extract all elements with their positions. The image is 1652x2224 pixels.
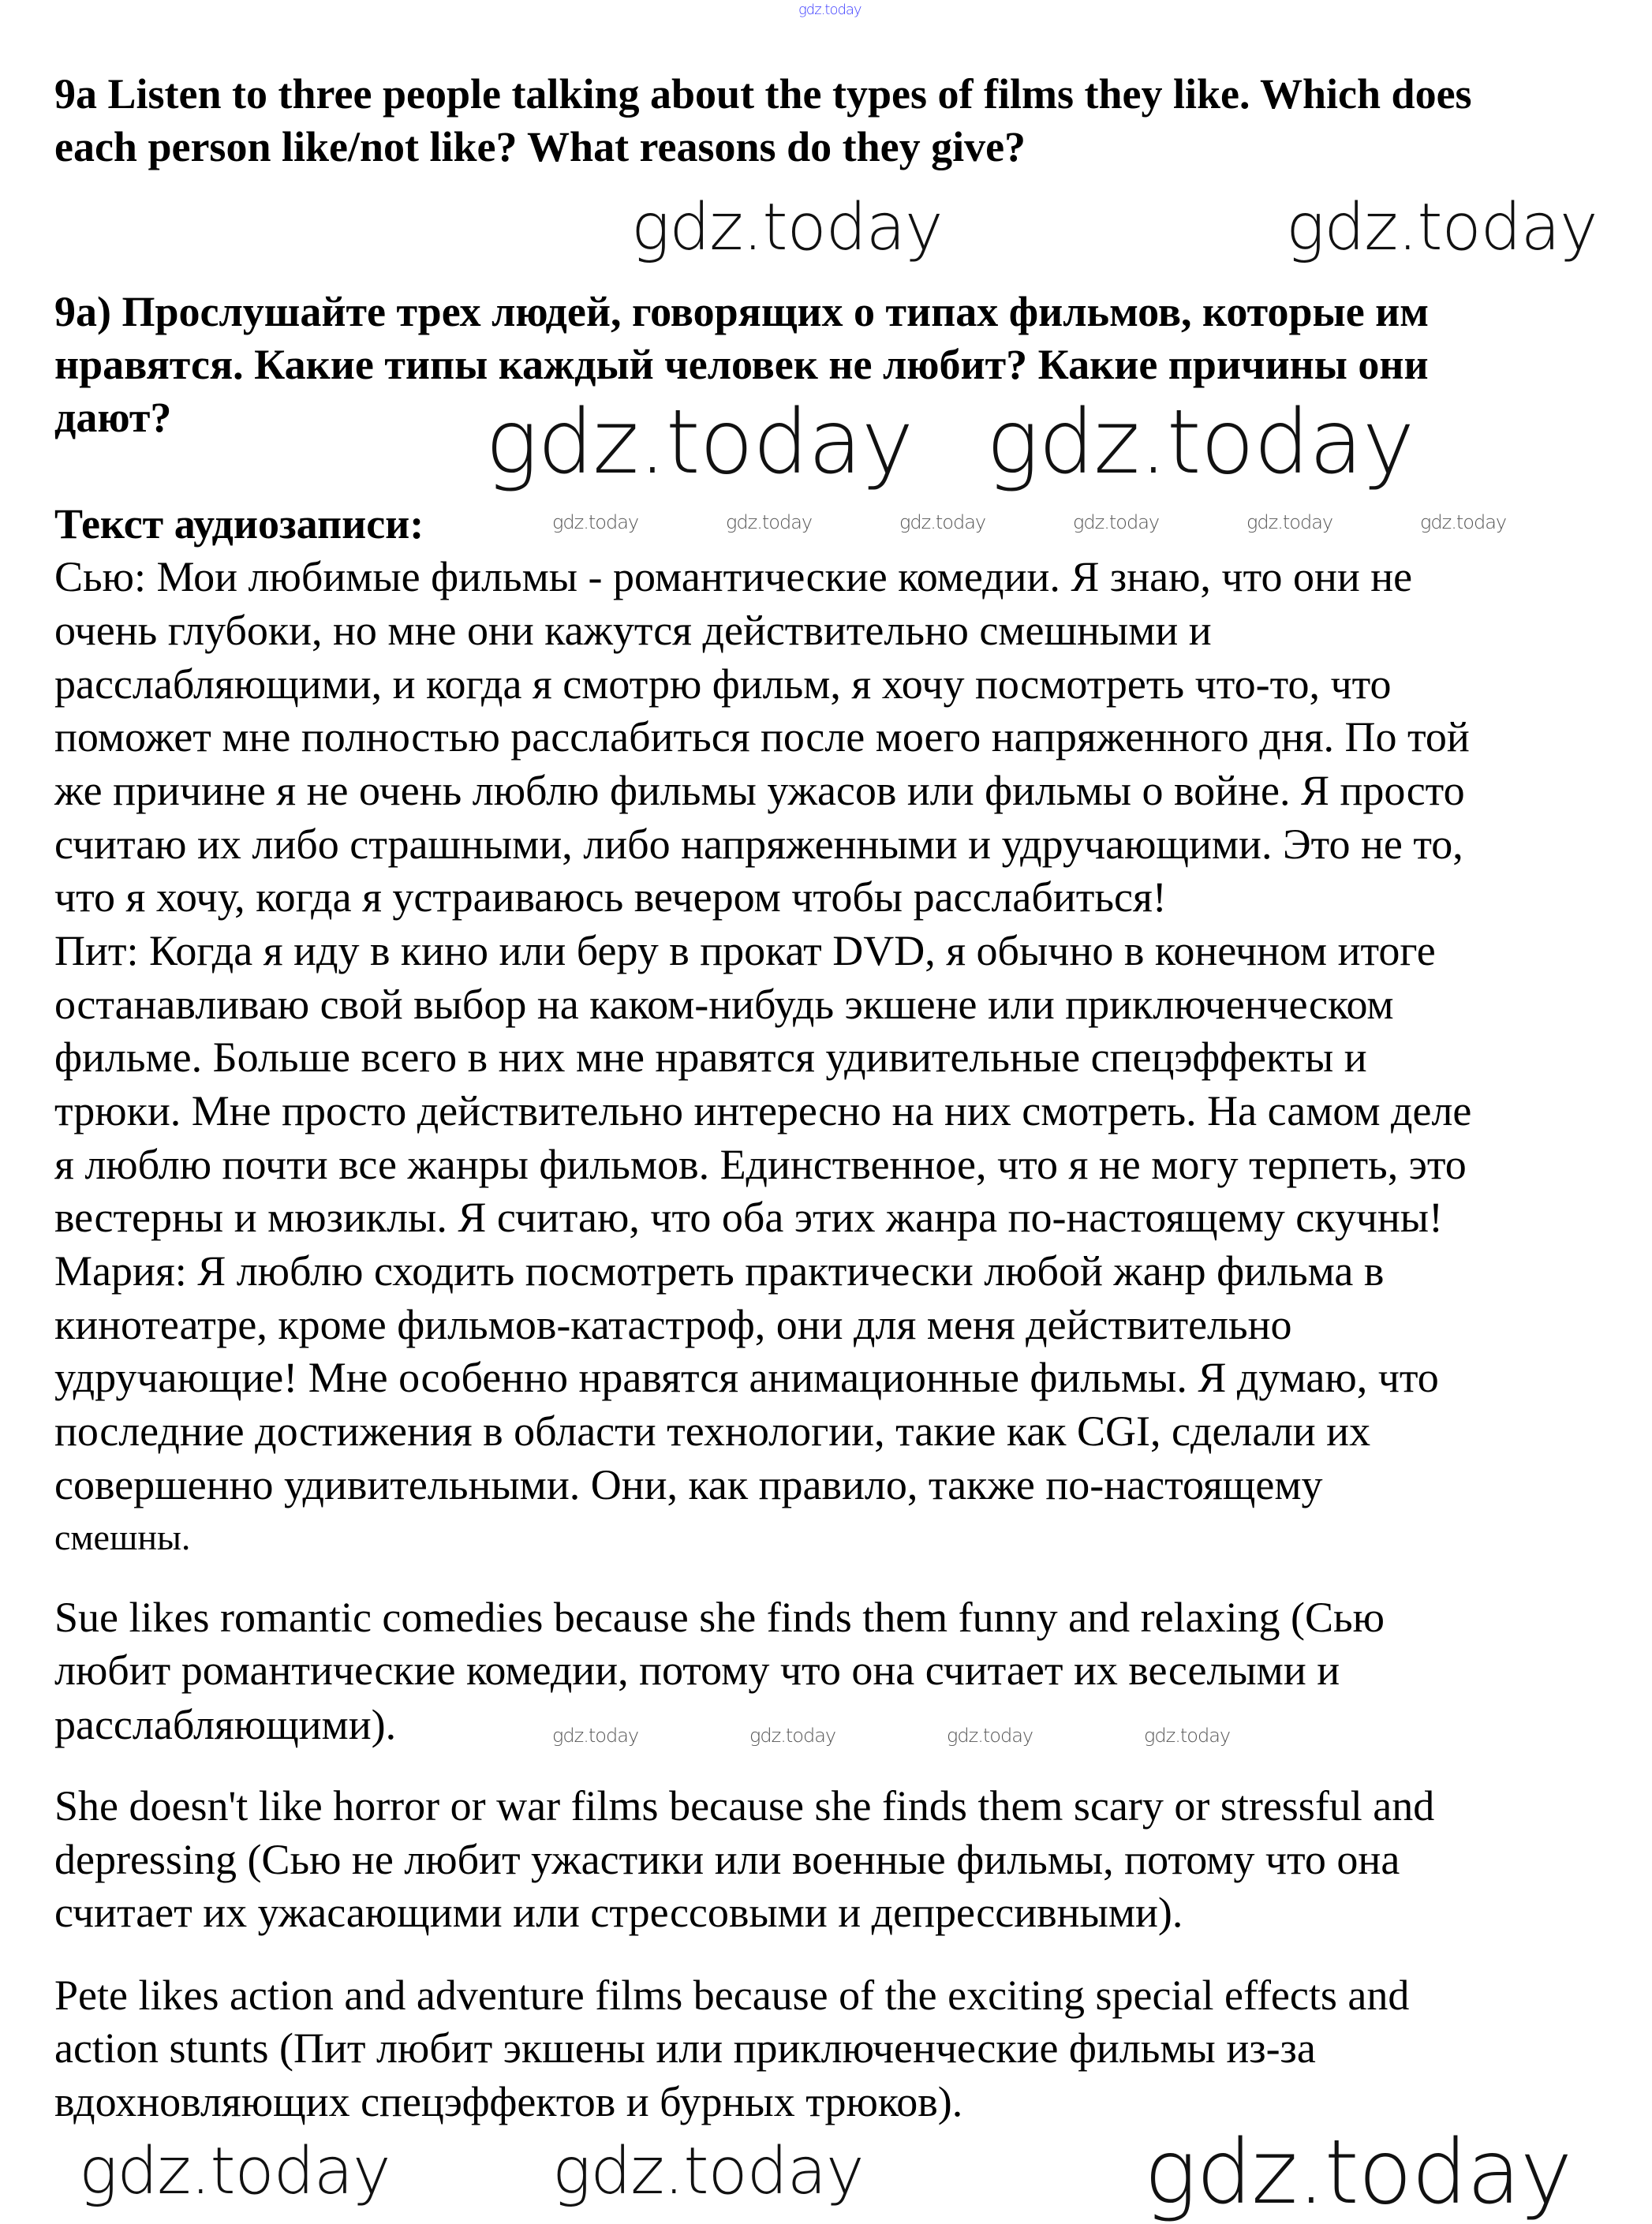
watermark: gdz.today — [947, 1725, 1033, 1747]
task-en-line: 9a Listen to three people talking about the types of films they like. Which does — [54, 70, 1472, 118]
watermark: gdz.today — [552, 511, 639, 533]
task-ru-line: 9a) Прослушайте трех людей, говорящих о типах фильмов, которые им — [54, 288, 1430, 335]
transcript-line: последние достижения в области технологии, такие как CGI, сделали их — [54, 1407, 1371, 1455]
transcript-line: удручающие! Мне особенно нравятся анимационные фильмы. Я думаю, что — [54, 1354, 1439, 1401]
task-ru-line: нравятся. Какие типы каждый человек не любит? Какие причины они — [54, 341, 1429, 388]
watermark: gdz.today — [726, 511, 813, 533]
transcript-line: же причине я не очень люблю фильмы ужасов или фильмы о войне. Я просто — [54, 767, 1465, 814]
watermark: gdz.today — [485, 391, 914, 494]
transcript-line: считаю их либо страшными, либо напряженными и удручающими. Это не то, — [54, 820, 1463, 868]
answer-line: любит романтические комедии, потому что она считает их веселыми и — [54, 1647, 1340, 1694]
watermark: gdz.today — [749, 1725, 836, 1747]
transcript-line: Пит: Когда я иду в кино или беру в прокат DVD, я обычно в конечном итоге — [54, 927, 1436, 974]
transcript-line: Мария: Я люблю сходить посмотреть практически любой жанр фильма в — [54, 1247, 1385, 1295]
watermark: gdz.today — [79, 2134, 391, 2209]
task-ru-line: дают? — [54, 394, 172, 441]
transcript-line: трюки. Мне просто действительно интересно на них смотреть. На самом деле — [54, 1087, 1472, 1134]
watermark: gdz.today — [798, 2, 862, 18]
answer-line: расслабляющими). — [54, 1701, 397, 1748]
answer-line: считает их ужасающими или стрессовыми и депрессивными). — [54, 1889, 1183, 1936]
task-en-line: each person like/not like? What reasons do they give? — [54, 123, 1026, 170]
answer-line: action stunts (Пит любит экшены или приключенческие фильмы из-за — [54, 2024, 1316, 2072]
answer-line: Pete likes action and adventure films because of the exciting special effects and — [54, 1972, 1410, 2019]
transcript-line: очень глубоки, но мне они кажутся действительно смешными и — [54, 607, 1212, 654]
watermark: gdz.today — [1144, 2121, 1572, 2224]
watermark: gdz.today — [631, 190, 943, 265]
watermark: gdz.today — [1073, 511, 1160, 533]
watermark: gdz.today — [899, 511, 986, 533]
transcript-line: Сью: Мои любимые фильмы - романтические комедии. Я знаю, что они не — [54, 553, 1413, 600]
answer-line: вдохновляющих спецэффектов и бурных трюков). — [54, 2078, 963, 2125]
watermark: gdz.today — [1144, 1725, 1231, 1747]
watermark: gdz.today — [1286, 190, 1598, 265]
transcript-line: поможет мне полностью расслабиться после моего напряженного дня. По той — [54, 713, 1470, 761]
transcript-line: расслабляющими, и когда я смотрю фильм, я хочу посмотреть что-то, что — [54, 660, 1392, 708]
watermark: gdz.today — [1246, 511, 1333, 533]
transcript-line: что я хочу, когда я устраиваюсь вечером чтобы расслабиться! — [54, 873, 1167, 921]
transcript-line: вестерны и мюзиклы. Я считаю, что оба этих жанра по-настоящему скучны! — [54, 1194, 1444, 1241]
watermark: gdz.today — [552, 2134, 864, 2209]
transcript-line: кинотеатре, кроме фильмов-катастроф, они для меня действительно — [54, 1301, 1292, 1348]
answer-line: depressing (Сью не любит ужастики или военные фильмы, потому что она — [54, 1836, 1400, 1883]
transcript-heading: Текст аудиозаписи: — [54, 500, 424, 548]
transcript-line: смешны. — [54, 1517, 191, 1557]
watermark: gdz.today — [1420, 511, 1507, 533]
answer-line: Sue likes romantic comedies because she finds them funny and relaxing (Сью — [54, 1594, 1385, 1641]
answer-line: She doesn't like horror or war films because she finds them scary or stressful and — [54, 1782, 1435, 1830]
watermark: gdz.today — [986, 391, 1415, 494]
watermark: gdz.today — [552, 1725, 639, 1747]
transcript-line: совершенно удивительными. Они, как правило, также по-настоящему — [54, 1461, 1323, 1508]
transcript-line: я люблю почти все жанры фильмов. Единственное, что я не могу терпеть, это — [54, 1141, 1467, 1188]
transcript-line: останавливаю свой выбор на каком-нибудь экшене или приключенческом — [54, 981, 1394, 1028]
transcript-line: фильме. Больше всего в них мне нравятся удивительные спецэффекты и — [54, 1034, 1367, 1081]
